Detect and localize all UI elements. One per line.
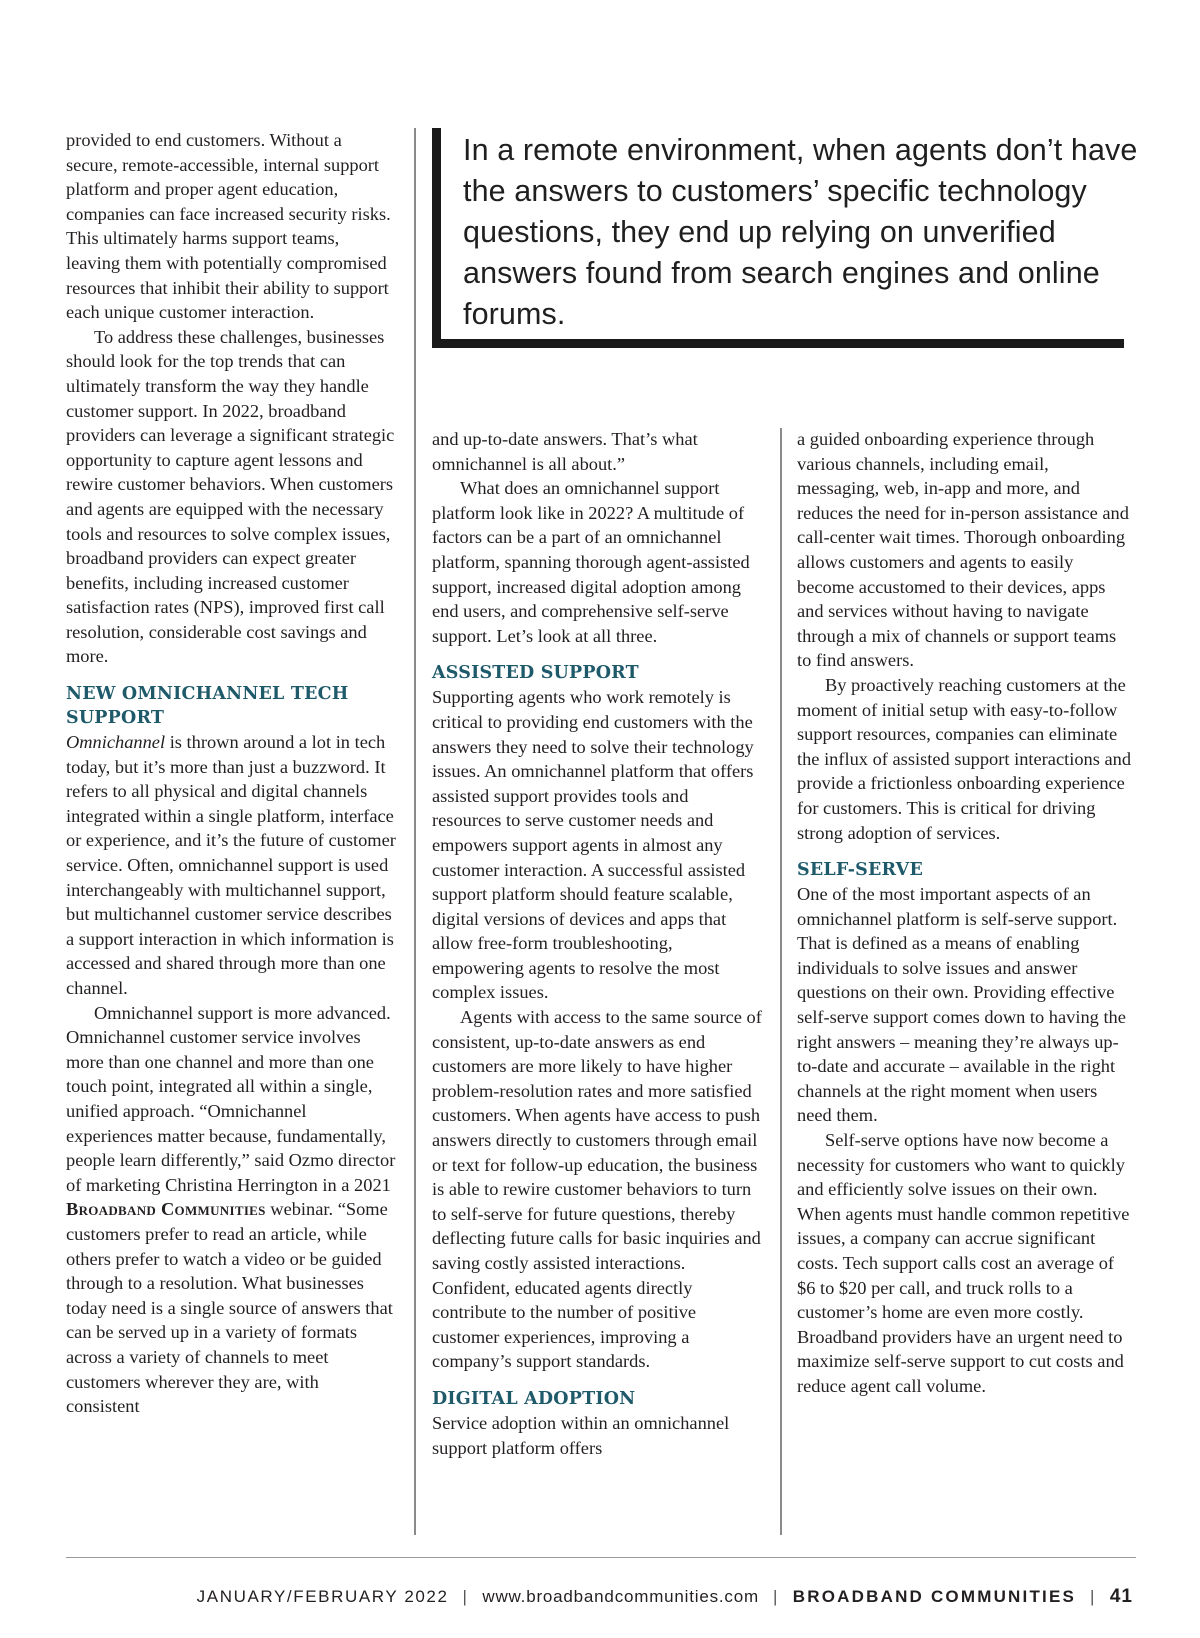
paragraph: a guided onboarding experience through various channels, including email, messaging, web, in-app and more, and reduces the need for in-person assistance and call-center wait times. Thorough onboarding allows customers and agents to easily become accustomed to their devices, apps and services without having to navigate through a mix of channels or support teams to find answers. [797, 429, 1129, 671]
page-number: 41 [1109, 1586, 1133, 1607]
footer-separator: | [1090, 1587, 1096, 1606]
paragraph-text: Omnichannel support is more advanced. Omnichannel customer service involves more than one channel and more than one touch point, integrated all within a single, unified approach. “Omnichannel experiences matter because, fundamentally, people learn differently,” said Ozmo director of marketing Christina Herrington in a 2021 [66, 1002, 396, 1195]
footer-separator: | [772, 1587, 779, 1606]
section-heading: ASSISTED SUPPORT [432, 663, 639, 684]
publication-brand: BROADBAND COMMUNITIES [792, 1587, 1077, 1606]
middle-column [432, 427, 762, 1460]
right-column [797, 427, 1135, 1399]
pull-quote [432, 128, 1138, 348]
issue-date: JANUARY/FEBRUARY 2022 [196, 1587, 449, 1606]
paragraph: Agents with access to the same source of consistent, up-to-date answers as end customers are more likely to have higher problem-resolution rates and more satisfied customers. When agents have access to push answers directly to customers through email or text for follow-up education, the business is able to rewire customer behaviors to turn to self-serve for future questions, thereby deflecting future calls for basic inquiries and saving costly assisted interactions. Confident, educated agents directly contribute to the number of positive customer experiences, improving a company’s support standards. [432, 1007, 762, 1372]
paragraph: Supporting agents who work remotely is critical to providing end customers with the answers they need to solve their technology issues. An omnichannel platform that offers assisted support provides tools and resources to serve customer needs and empowers support agents in almost any customer interaction. A successful assisted support platform should feature scalable, digital versions of devices and apps that allow free-form troubleshooting, empowering agents to resolve the most complex issues. [432, 687, 754, 1003]
paragraph: Service adoption within an omnichannel support platform offers [432, 1412, 730, 1458]
column-divider [780, 428, 782, 1535]
footer-divider [66, 1557, 1136, 1558]
italic-term: Omnichannel [66, 732, 166, 753]
paragraph [66, 730, 396, 1001]
paragraph-text: webinar. “Some customers prefer to read an article, while others prefer to watch a video or be guided through to a resolution. What businesses today need is a single source of answers that can be served up in a variety of formats across a variety of channels to meet customers wherever they are, with consistent [66, 1199, 393, 1417]
paragraph: To address these challenges, businesses should look for the top trends that can ultimately transform the way they handle customer support. In 2022, broadband providers can leverage a significant strategic opportunity to capture agent lessons and rewire customer behaviors. When customers and agents are equipped with the necessary tools and resources to solve complex issues, broadband providers can expect greater benefits, including increased customer satisfaction rates (NPS), improved first call resolution, considerable cost savings and more. [66, 326, 395, 667]
paragraph-text: is thrown around a lot in tech today, but it’s more than just a buzzword. It refers to all physical and digital channels integrated within a single platform, interface or experience, and it’s the future of customer service. Often, omnichannel support is used interchangeably with multichannel support, but multichannel customer service describes a support interaction in which information is accessed and shared through more than one channel. [66, 732, 396, 998]
section-heading: NEW OMNICHANNEL TECH SUPPORT [66, 684, 349, 729]
paragraph [66, 1001, 396, 1419]
section-heading: DIGITAL ADOPTION [432, 1388, 636, 1409]
page-footer [0, 1586, 1133, 1608]
paragraph: One of the most important aspects of an omnichannel platform is self-serve support. That is defined as a means of enabling individuals to solve issues and answer questions on their own. Providing effective self-serve support comes down to having the right answers – meaning they’re always up-to-date and accurate – available in the right channels at the right moment when users need them. [797, 884, 1126, 1126]
paragraph: provided to end customers. Without a secure, remote-accessible, internal support platform and proper agent education, companies can face increased security risks. This ultimately harms support teams, leaving them with potentially compromised resources that inhibit their ability to support each unique customer interaction. [66, 130, 391, 323]
website-url: www.broadbandcommunities.com [482, 1587, 759, 1606]
paragraph: What does an omnichannel support platform look like in 2022? A multitude of factors can be a part of an omnichannel platform, spanning thorough agent-assisted support, increased digital adoption among end users, and comprehensive self-serve support. Let’s look at all three. [432, 478, 750, 646]
paragraph: Self-serve options have now become a necessity for customers who want to quickly and efficiently solve issues on their own. When agents must handle common repetitive issues, a company can accrue significant costs. Tech support calls cost an average of $6 to $20 per call, and truck rolls to a customer’s home are even more costly. Broadband providers have an urgent need to maximize self-serve support to cut costs and reduce agent call volume. [797, 1130, 1130, 1396]
column-divider [414, 128, 416, 1535]
paragraph: and up-to-date answers. That’s what omnichannel is all about.” [432, 429, 698, 474]
pull-quote-text: In a remote environment, when agents don’t have the answers to customers’ specific technology questions, they end up relying on unverified answers found from search engines and online forums. [463, 133, 1138, 331]
footer-separator: | [462, 1587, 469, 1606]
paragraph: By proactively reaching customers at the moment of initial setup with easy-to-follow support resources, companies can eliminate the influx of assisted support interactions and provide a frictionless onboarding experience for customers. This is critical for driving strong adoption of services. [797, 674, 1132, 843]
section-heading: SELF-SERVE [797, 860, 923, 881]
left-column [66, 128, 396, 1419]
publication-name: Broadband Communities [66, 1199, 266, 1220]
